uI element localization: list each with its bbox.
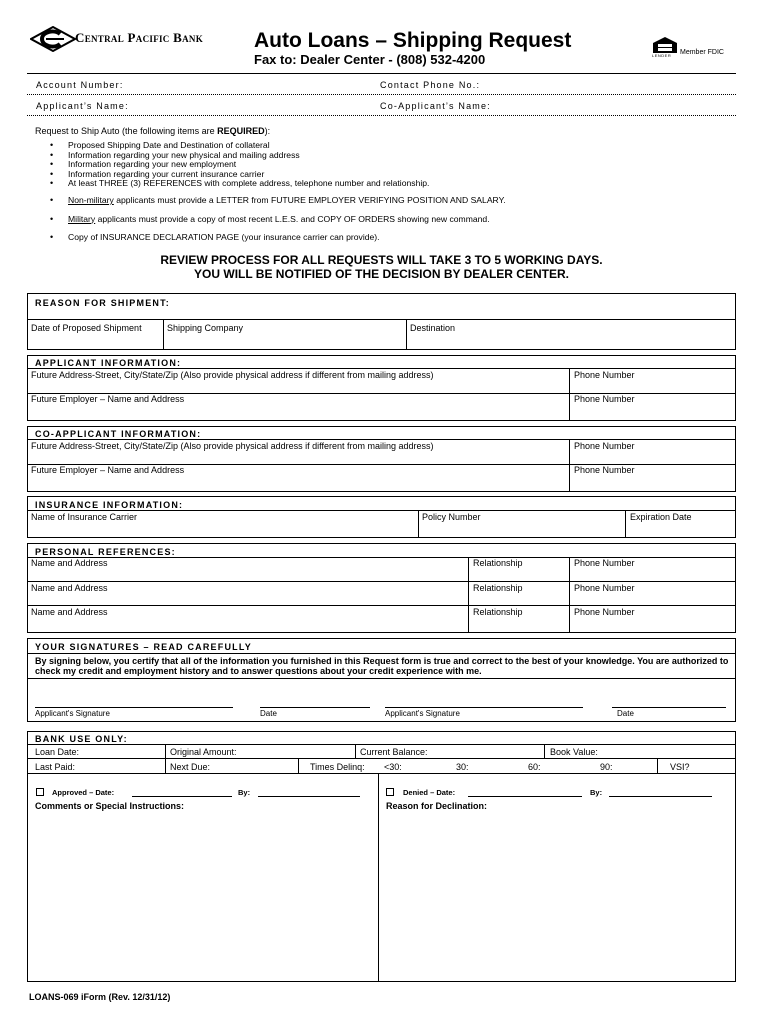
- signatures-section-title: YOUR SIGNATURES – READ CAREFULLY: [35, 642, 252, 652]
- times-delinq-label: Times Delinq:: [310, 762, 365, 772]
- reference-3-name-field[interactable]: Name and Address: [31, 607, 108, 617]
- approved-by-label: By:: [238, 788, 251, 797]
- applicant-signature-line[interactable]: [35, 707, 233, 708]
- applicant-employer-field[interactable]: Future Employer – Name and Address: [31, 394, 185, 404]
- denied-by-line[interactable]: [609, 796, 712, 797]
- applicant-section-title: APPLICANT INFORMATION:: [35, 358, 182, 368]
- co-applicant-employer-field[interactable]: Future Employer – Name and Address: [31, 465, 185, 475]
- requirements-extra: [34, 196, 734, 243]
- denied-date-label: Denied – Date:: [403, 788, 456, 797]
- reference-2-relationship-field[interactable]: Relationship: [473, 583, 523, 593]
- date-line-1[interactable]: [260, 707, 370, 708]
- list-item: • Information regarding your new physical and mailing address: [34, 151, 734, 161]
- approved-date-line[interactable]: [132, 796, 232, 797]
- bank-name: Central Pacific Bank: [75, 30, 204, 45]
- date-line-2[interactable]: [612, 707, 726, 708]
- policy-number-field[interactable]: Policy Number: [422, 512, 481, 522]
- applicant-name-label: Applicant’s Name:: [36, 101, 129, 111]
- co-applicant-phone-field[interactable]: Phone Number: [574, 441, 635, 451]
- denied-date-line[interactable]: [468, 796, 582, 797]
- applicant-employer-phone-field[interactable]: Phone Number: [574, 394, 635, 404]
- account-number-label: Account Number:: [36, 80, 124, 90]
- bank-logo-mark-icon: [30, 26, 76, 52]
- expiration-date-field[interactable]: Expiration Date: [630, 512, 692, 522]
- destination-field[interactable]: Destination: [410, 323, 456, 333]
- requirements-list: [34, 141, 734, 189]
- bank-use-title: BANK USE ONLY:: [35, 734, 128, 744]
- bank-use-section: [27, 731, 736, 982]
- reason-declination-label[interactable]: Reason for Declination:: [386, 801, 488, 811]
- comments-label[interactable]: Comments or Special Instructions:: [35, 801, 185, 811]
- account-number-field[interactable]: [27, 94, 736, 95]
- reason-section-title: REASON FOR SHIPMENT:: [35, 298, 171, 308]
- list-item: • Information regarding your current insurance carrier: [34, 170, 734, 180]
- original-amount-field[interactable]: Original Amount:: [170, 747, 237, 757]
- current-balance-field[interactable]: Current Balance:: [360, 747, 428, 757]
- denied-by-label: By:: [590, 788, 603, 797]
- lender-text: LENDER: [652, 53, 672, 58]
- fax-line: Fax to: Dealer Center - (808) 532-4200: [254, 52, 486, 67]
- references-section-title: PERSONAL REFERENCES:: [35, 547, 176, 557]
- reference-3-relationship-field[interactable]: Relationship: [473, 607, 523, 617]
- co-applicant-section-title: CO-APPLICANT INFORMATION:: [35, 429, 202, 439]
- member-fdic: Member FDIC: [680, 49, 724, 56]
- list-item: • Information regarding your new employment: [34, 160, 734, 170]
- applicant-address-field[interactable]: Future Address-Street, City/State/Zip (Also provide physical address if different from mailing address): [31, 370, 434, 380]
- last-paid-field[interactable]: Last Paid:: [35, 762, 76, 772]
- co-applicant-address-field[interactable]: Future Address-Street, City/State/Zip (Also provide physical address if different from mailing address): [31, 441, 434, 451]
- review-notice-line1: REVIEW PROCESS FOR ALL REQUESTS WILL TAKE 3 TO 5 WORKING DAYS.: [160, 253, 603, 267]
- approved-date-label: Approved – Date:: [52, 788, 115, 797]
- applicant-name-field[interactable]: [27, 115, 736, 116]
- equal-housing-icon: [652, 36, 678, 54]
- form-id: LOANS-069 iForm (Rev. 12/31/12): [29, 992, 171, 1002]
- form-title: Auto Loans – Shipping Request: [254, 29, 572, 52]
- reference-2-name-field[interactable]: Name and Address: [31, 583, 108, 593]
- review-notice-line2: YOU WILL BE NOTIFIED OF THE DECISION BY DEALER CENTER.: [194, 267, 569, 281]
- applicant-phone-field[interactable]: Phone Number: [574, 370, 635, 380]
- insurance-section-title: INSURANCE INFORMATION:: [35, 500, 184, 510]
- date-label-2: Date: [617, 709, 634, 718]
- shipping-company-field[interactable]: Shipping Company: [167, 323, 244, 333]
- military-item: • Military applicants must provide a copy of most recent L.E.S. and COPY OF ORDERS showing new command.: [34, 215, 734, 225]
- delinq-lt30-field[interactable]: <30:: [384, 762, 402, 772]
- non-military-item: • Non-military applicants must provide a LETTER from FUTURE EMPLOYER VERIFYING POSITION AND SALARY.: [34, 196, 734, 206]
- contact-phone-label: Contact Phone No.:: [380, 80, 481, 90]
- reference-3-phone-field[interactable]: Phone Number: [574, 607, 635, 617]
- delinq-60-field[interactable]: 60:: [528, 762, 541, 772]
- requirements-intro: Request to Ship Auto (the following items are REQUIRED):: [35, 126, 271, 136]
- co-applicant-signature-line[interactable]: [385, 707, 583, 708]
- loan-date-field[interactable]: Loan Date:: [35, 747, 80, 757]
- next-due-field[interactable]: Next Due:: [170, 762, 211, 772]
- delinq-90-field[interactable]: 90:: [600, 762, 613, 772]
- certification-text: By signing below, you certify that all of the information you furnished in this Request form is true and correct to the best of your knowledge. You are authorized to check my credit and employment history and to answer questions about your credit experience with me.: [35, 656, 729, 676]
- denied-checkbox[interactable]: [386, 788, 394, 796]
- reference-2-phone-field[interactable]: Phone Number: [574, 583, 635, 593]
- book-value-field[interactable]: Book Value:: [550, 747, 598, 757]
- co-applicant-signature-label: Applicant's Signature: [385, 709, 460, 718]
- reference-1-name-field[interactable]: Name and Address: [31, 558, 108, 568]
- approved-by-line[interactable]: [258, 796, 360, 797]
- list-item: • At least THREE (3) REFERENCES with complete address, telephone number and relationship.: [34, 179, 734, 189]
- vsi-field[interactable]: VSI?: [670, 762, 690, 772]
- shipment-date-field[interactable]: Date of Proposed Shipment: [31, 323, 142, 333]
- reference-1-phone-field[interactable]: Phone Number: [574, 558, 635, 568]
- delinq-30-field[interactable]: 30:: [456, 762, 469, 772]
- date-label-1: Date: [260, 709, 277, 718]
- equal-housing-lender: [652, 36, 678, 60]
- approved-checkbox[interactable]: [36, 788, 44, 796]
- insurance-carrier-field[interactable]: Name of Insurance Carrier: [31, 512, 138, 522]
- bank-logo: [30, 25, 215, 53]
- insurance-item: • Copy of INSURANCE DECLARATION PAGE (your insurance carrier can provide).: [34, 233, 734, 243]
- co-applicant-name-label: Co-Applicant’s Name:: [380, 101, 491, 111]
- co-applicant-employer-phone-field[interactable]: Phone Number: [574, 465, 635, 475]
- applicant-signature-label: Applicant's Signature: [35, 709, 110, 718]
- reference-1-relationship-field[interactable]: Relationship: [473, 558, 523, 568]
- list-item: • Proposed Shipping Date and Destination of collateral: [34, 141, 734, 151]
